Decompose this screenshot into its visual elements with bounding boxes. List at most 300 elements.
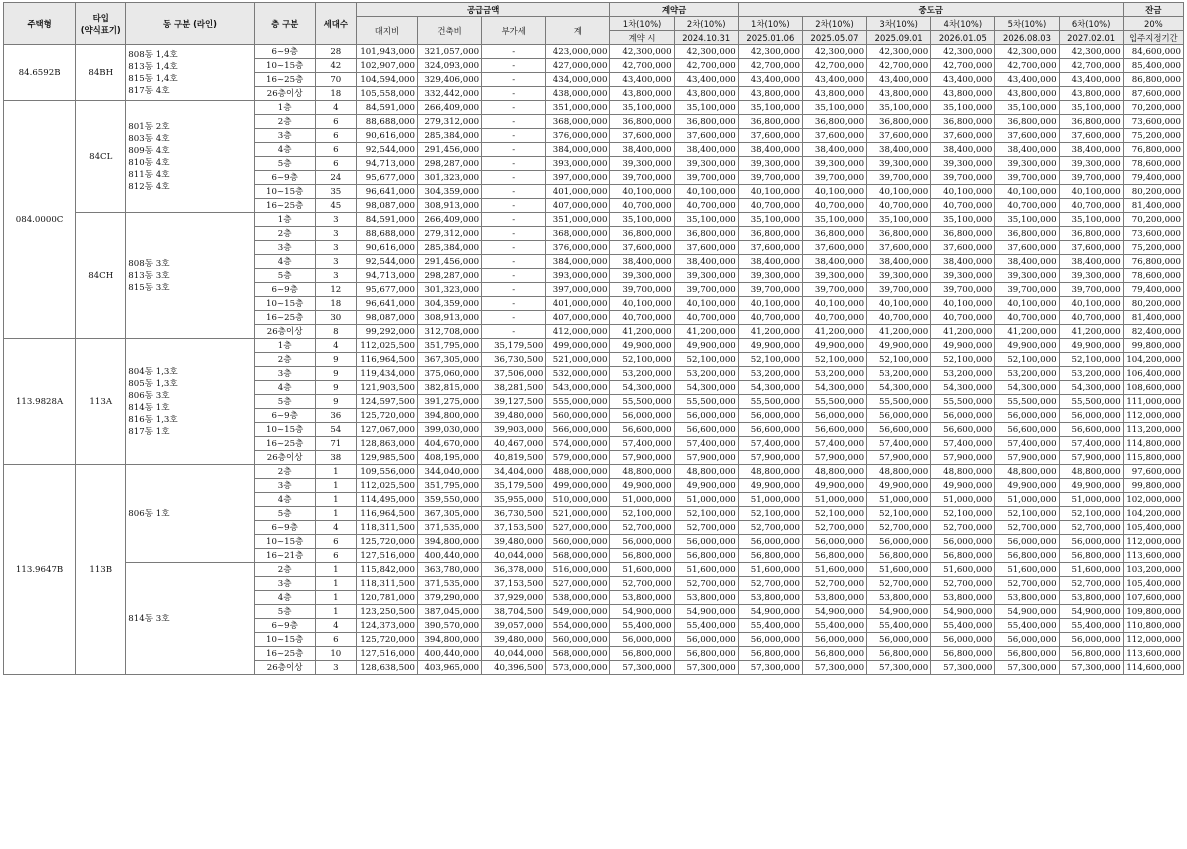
middle6-cell: 39,300,000 [1059, 269, 1123, 283]
middle6-cell: 41,200,000 [1059, 325, 1123, 339]
middle3-cell: 51,000,000 [867, 493, 931, 507]
balance-cell: 73,600,000 [1123, 115, 1183, 129]
balance-cell: 76,800,000 [1123, 255, 1183, 269]
vat-cell: 34,404,000 [482, 465, 546, 479]
total-cell: 568,000,000 [546, 549, 610, 563]
deposit1-cell: 56,000,000 [610, 535, 674, 549]
deposit1-cell: 56,800,000 [610, 549, 674, 563]
middle5-cell: 53,200,000 [995, 367, 1059, 381]
balance-cell: 99,800,000 [1123, 479, 1183, 493]
header-mid4: 4차(10%) [931, 17, 995, 31]
middle1-cell: 40,100,000 [738, 297, 802, 311]
total-cell: 521,000,000 [546, 353, 610, 367]
balance-cell: 70,200,000 [1123, 101, 1183, 115]
deposit1-cell: 52,700,000 [610, 521, 674, 535]
units-cell: 35 [315, 185, 356, 199]
floor-cell: 3층 [254, 367, 315, 381]
floor-cell: 10~15층 [254, 59, 315, 73]
middle6-cell: 56,800,000 [1059, 549, 1123, 563]
total-cell: 579,000,000 [546, 451, 610, 465]
total-cell: 521,000,000 [546, 507, 610, 521]
table-row [4, 213, 1184, 227]
middle5-cell: 55,400,000 [995, 619, 1059, 633]
middle5-cell: 52,700,000 [995, 577, 1059, 591]
middle4-cell: 39,300,000 [931, 157, 995, 171]
total-cell: 554,000,000 [546, 619, 610, 633]
floor-cell: 10~15층 [254, 633, 315, 647]
units-cell: 6 [315, 115, 356, 129]
units-cell: 1 [315, 465, 356, 479]
middle3-cell: 48,800,000 [867, 465, 931, 479]
deposit2-cell: 56,000,000 [674, 535, 738, 549]
header-mid2-date: 2025.05.07 [802, 31, 866, 45]
middle3-cell: 54,300,000 [867, 381, 931, 395]
middle2-cell: 56,600,000 [802, 423, 866, 437]
middle3-cell: 43,800,000 [867, 87, 931, 101]
total-cell: 384,000,000 [546, 143, 610, 157]
building-cell: 321,057,000 [417, 45, 481, 59]
middle1-cell: 36,800,000 [738, 227, 802, 241]
middle1-cell: 57,400,000 [738, 437, 802, 451]
deposit1-cell: 56,600,000 [610, 423, 674, 437]
land-cell: 102,907,000 [356, 59, 417, 73]
housing-type-cell: 084.0000C [4, 101, 76, 339]
middle1-cell: 39,700,000 [738, 171, 802, 185]
middle6-cell: 51,000,000 [1059, 493, 1123, 507]
total-cell: 393,000,000 [546, 157, 610, 171]
vat-cell: - [482, 101, 546, 115]
middle2-cell: 37,600,000 [802, 241, 866, 255]
middle3-cell: 52,700,000 [867, 521, 931, 535]
middle1-cell: 38,400,000 [738, 143, 802, 157]
land-cell: 99,292,000 [356, 325, 417, 339]
middle2-cell: 39,700,000 [802, 171, 866, 185]
dong-line: 806동 3호 [128, 390, 170, 401]
middle5-cell: 56,000,000 [995, 633, 1059, 647]
balance-cell: 81,400,000 [1123, 199, 1183, 213]
middle4-cell: 52,100,000 [931, 353, 995, 367]
dong-line: 816동 1,3호 [128, 414, 178, 425]
dong-line: 805동 1,3호 [128, 378, 178, 389]
dong-line: 815동 3호 [128, 282, 170, 293]
middle4-cell: 53,800,000 [931, 591, 995, 605]
deposit1-cell: 52,700,000 [610, 577, 674, 591]
floor-cell: 10~15층 [254, 423, 315, 437]
middle1-cell: 52,100,000 [738, 353, 802, 367]
dong-line: 806동 1호 [128, 508, 170, 519]
middle3-cell: 57,400,000 [867, 437, 931, 451]
middle5-cell: 55,500,000 [995, 395, 1059, 409]
deposit1-cell: 36,800,000 [610, 227, 674, 241]
header-mid3-date: 2025.09.01 [867, 31, 931, 45]
total-cell: 351,000,000 [546, 213, 610, 227]
deposit1-cell: 51,600,000 [610, 563, 674, 577]
building-cell: 304,359,000 [417, 297, 481, 311]
middle3-cell: 49,900,000 [867, 479, 931, 493]
middle4-cell: 39,700,000 [931, 171, 995, 185]
land-cell: 128,863,000 [356, 437, 417, 451]
middle1-cell: 56,600,000 [738, 423, 802, 437]
header-dong: 동 구분 (라인) [126, 3, 254, 45]
middle6-cell: 52,100,000 [1059, 353, 1123, 367]
middle5-cell: 38,400,000 [995, 143, 1059, 157]
middle6-cell: 56,000,000 [1059, 633, 1123, 647]
deposit2-cell: 55,400,000 [674, 619, 738, 633]
units-cell: 3 [315, 255, 356, 269]
balance-cell: 76,800,000 [1123, 143, 1183, 157]
vat-cell: - [482, 185, 546, 199]
land-cell: 84,591,000 [356, 213, 417, 227]
middle5-cell: 38,400,000 [995, 255, 1059, 269]
floor-cell: 4층 [254, 493, 315, 507]
middle5-cell: 37,600,000 [995, 129, 1059, 143]
middle1-cell: 40,700,000 [738, 311, 802, 325]
balance-cell: 70,200,000 [1123, 213, 1183, 227]
floor-cell: 10~15층 [254, 185, 315, 199]
middle5-cell: 39,300,000 [995, 157, 1059, 171]
building-cell: 379,290,000 [417, 591, 481, 605]
units-cell: 4 [315, 101, 356, 115]
total-cell: 427,000,000 [546, 59, 610, 73]
floor-cell: 5층 [254, 605, 315, 619]
vat-cell: 39,057,000 [482, 619, 546, 633]
vat-cell: 39,127,500 [482, 395, 546, 409]
deposit1-cell: 39,700,000 [610, 283, 674, 297]
land-cell: 92,544,000 [356, 143, 417, 157]
middle3-cell: 49,900,000 [867, 339, 931, 353]
middle1-cell: 56,000,000 [738, 409, 802, 423]
deposit2-cell: 43,800,000 [674, 87, 738, 101]
building-cell: 387,045,000 [417, 605, 481, 619]
header-balance: 잔금 [1123, 3, 1183, 17]
middle1-cell: 52,100,000 [738, 507, 802, 521]
middle2-cell: 52,700,000 [802, 577, 866, 591]
floor-cell: 3층 [254, 129, 315, 143]
middle3-cell: 57,900,000 [867, 451, 931, 465]
balance-cell: 106,400,000 [1123, 367, 1183, 381]
total-cell: 384,000,000 [546, 255, 610, 269]
middle4-cell: 40,700,000 [931, 199, 995, 213]
units-cell: 4 [315, 521, 356, 535]
middle2-cell: 35,100,000 [802, 101, 866, 115]
middle6-cell: 57,300,000 [1059, 661, 1123, 675]
vat-cell: - [482, 269, 546, 283]
deposit2-cell: 51,600,000 [674, 563, 738, 577]
middle3-cell: 51,600,000 [867, 563, 931, 577]
middle5-cell: 36,800,000 [995, 115, 1059, 129]
dong-cell [126, 465, 254, 563]
vat-cell: 39,480,000 [482, 409, 546, 423]
header-dep1: 1차(10%) [610, 17, 674, 31]
land-cell: 105,558,000 [356, 87, 417, 101]
floor-cell: 5층 [254, 507, 315, 521]
middle2-cell: 49,900,000 [802, 339, 866, 353]
middle5-cell: 49,900,000 [995, 339, 1059, 353]
middle1-cell: 39,300,000 [738, 269, 802, 283]
dong-line: 814동 1호 [128, 402, 170, 413]
land-cell: 118,311,500 [356, 577, 417, 591]
middle4-cell: 41,200,000 [931, 325, 995, 339]
balance-cell: 104,200,000 [1123, 507, 1183, 521]
middle4-cell: 40,100,000 [931, 297, 995, 311]
land-cell: 101,943,000 [356, 45, 417, 59]
building-cell: 344,040,000 [417, 465, 481, 479]
units-cell: 1 [315, 479, 356, 493]
total-cell: 527,000,000 [546, 577, 610, 591]
middle2-cell: 39,700,000 [802, 283, 866, 297]
dong-line: 813동 3호 [128, 270, 170, 281]
deposit2-cell: 40,100,000 [674, 185, 738, 199]
deposit2-cell: 56,000,000 [674, 409, 738, 423]
deposit2-cell: 41,200,000 [674, 325, 738, 339]
type-cell: 113A [76, 339, 126, 465]
balance-cell: 113,200,000 [1123, 423, 1183, 437]
deposit1-cell: 41,200,000 [610, 325, 674, 339]
middle4-cell: 56,600,000 [931, 423, 995, 437]
floor-cell: 16~25층 [254, 199, 315, 213]
deposit2-cell: 56,000,000 [674, 633, 738, 647]
deposit1-cell: 56,800,000 [610, 647, 674, 661]
building-cell: 375,060,000 [417, 367, 481, 381]
dong-line: 815동 1,4호 [128, 73, 178, 84]
total-cell: 397,000,000 [546, 171, 610, 185]
middle4-cell: 49,900,000 [931, 479, 995, 493]
total-cell: 573,000,000 [546, 661, 610, 675]
middle1-cell: 37,600,000 [738, 129, 802, 143]
balance-cell: 78,600,000 [1123, 157, 1183, 171]
header-dep2-when: 2024.10.31 [674, 31, 738, 45]
middle6-cell: 48,800,000 [1059, 465, 1123, 479]
total-cell: 376,000,000 [546, 129, 610, 143]
deposit2-cell: 55,500,000 [674, 395, 738, 409]
deposit2-cell: 56,800,000 [674, 647, 738, 661]
floor-cell: 2층 [254, 563, 315, 577]
units-cell: 6 [315, 633, 356, 647]
type-cell: 84CH [76, 213, 126, 339]
middle3-cell: 55,400,000 [867, 619, 931, 633]
building-cell: 382,815,000 [417, 381, 481, 395]
vat-cell: - [482, 115, 546, 129]
middle1-cell: 40,100,000 [738, 185, 802, 199]
middle4-cell: 39,700,000 [931, 283, 995, 297]
middle4-cell: 43,800,000 [931, 87, 995, 101]
vat-cell: 37,929,000 [482, 591, 546, 605]
land-cell: 125,720,000 [356, 535, 417, 549]
header-building: 건축비 [417, 17, 481, 45]
units-cell: 3 [315, 241, 356, 255]
middle5-cell: 39,700,000 [995, 283, 1059, 297]
middle3-cell: 36,800,000 [867, 227, 931, 241]
middle4-cell: 42,700,000 [931, 59, 995, 73]
header-mid2: 2차(10%) [802, 17, 866, 31]
middle6-cell: 56,000,000 [1059, 409, 1123, 423]
middle2-cell: 37,600,000 [802, 129, 866, 143]
middle6-cell: 55,500,000 [1059, 395, 1123, 409]
deposit1-cell: 35,100,000 [610, 213, 674, 227]
middle4-cell: 48,800,000 [931, 465, 995, 479]
middle5-cell: 56,000,000 [995, 409, 1059, 423]
floor-cell: 6~9층 [254, 521, 315, 535]
floor-cell: 1층 [254, 101, 315, 115]
middle5-cell: 41,200,000 [995, 325, 1059, 339]
middle4-cell: 55,400,000 [931, 619, 995, 633]
middle1-cell: 40,700,000 [738, 199, 802, 213]
land-cell: 118,311,500 [356, 521, 417, 535]
middle2-cell: 53,800,000 [802, 591, 866, 605]
floor-cell: 16~25층 [254, 647, 315, 661]
building-cell: 279,312,000 [417, 115, 481, 129]
total-cell: 566,000,000 [546, 423, 610, 437]
deposit1-cell: 38,400,000 [610, 255, 674, 269]
middle5-cell: 57,900,000 [995, 451, 1059, 465]
middle1-cell: 54,300,000 [738, 381, 802, 395]
middle2-cell: 55,500,000 [802, 395, 866, 409]
floor-cell: 4층 [254, 591, 315, 605]
land-cell: 112,025,500 [356, 339, 417, 353]
dong-line: 812동 4호 [128, 181, 170, 192]
dong-line: 813동 1,4호 [128, 61, 178, 72]
middle4-cell: 38,400,000 [931, 255, 995, 269]
middle5-cell: 56,000,000 [995, 535, 1059, 549]
deposit2-cell: 35,100,000 [674, 101, 738, 115]
middle6-cell: 42,700,000 [1059, 59, 1123, 73]
units-cell: 18 [315, 87, 356, 101]
balance-cell: 97,600,000 [1123, 465, 1183, 479]
middle1-cell: 56,800,000 [738, 647, 802, 661]
middle2-cell: 43,800,000 [802, 87, 866, 101]
total-cell: 527,000,000 [546, 521, 610, 535]
floor-cell: 3층 [254, 577, 315, 591]
land-cell: 123,250,500 [356, 605, 417, 619]
middle3-cell: 42,300,000 [867, 45, 931, 59]
middle4-cell: 35,100,000 [931, 101, 995, 115]
middle1-cell: 49,900,000 [738, 339, 802, 353]
middle4-cell: 39,300,000 [931, 269, 995, 283]
table-body [4, 45, 1184, 675]
middle5-cell: 40,700,000 [995, 311, 1059, 325]
building-cell: 394,800,000 [417, 535, 481, 549]
deposit2-cell: 39,300,000 [674, 269, 738, 283]
total-cell: 401,000,000 [546, 297, 610, 311]
total-cell: 407,000,000 [546, 199, 610, 213]
middle6-cell: 35,100,000 [1059, 213, 1123, 227]
middle5-cell: 54,900,000 [995, 605, 1059, 619]
deposit1-cell: 57,300,000 [610, 661, 674, 675]
deposit2-cell: 35,100,000 [674, 213, 738, 227]
building-cell: 363,780,000 [417, 563, 481, 577]
middle6-cell: 37,600,000 [1059, 241, 1123, 255]
land-cell: 127,516,000 [356, 647, 417, 661]
deposit1-cell: 57,400,000 [610, 437, 674, 451]
vat-cell: 38,281,500 [482, 381, 546, 395]
dong-cell [126, 339, 254, 465]
units-cell: 12 [315, 283, 356, 297]
middle1-cell: 53,800,000 [738, 591, 802, 605]
header-mid1-date: 2025.01.06 [738, 31, 802, 45]
middle6-cell: 57,400,000 [1059, 437, 1123, 451]
middle5-cell: 56,800,000 [995, 549, 1059, 563]
floor-cell: 6~9층 [254, 171, 315, 185]
table-row [4, 101, 1184, 115]
middle6-cell: 56,600,000 [1059, 423, 1123, 437]
deposit1-cell: 55,400,000 [610, 619, 674, 633]
middle6-cell: 38,400,000 [1059, 143, 1123, 157]
middle2-cell: 53,200,000 [802, 367, 866, 381]
building-cell: 291,456,000 [417, 143, 481, 157]
units-cell: 1 [315, 605, 356, 619]
total-cell: 543,000,000 [546, 381, 610, 395]
deposit2-cell: 42,700,000 [674, 59, 738, 73]
floor-cell: 5층 [254, 157, 315, 171]
total-cell: 549,000,000 [546, 605, 610, 619]
middle1-cell: 56,800,000 [738, 549, 802, 563]
deposit2-cell: 54,900,000 [674, 605, 738, 619]
balance-cell: 73,600,000 [1123, 227, 1183, 241]
land-cell: 96,641,000 [356, 185, 417, 199]
header-mid3: 3차(10%) [867, 17, 931, 31]
middle2-cell: 56,000,000 [802, 535, 866, 549]
deposit2-cell: 39,700,000 [674, 171, 738, 185]
building-cell: 285,384,000 [417, 129, 481, 143]
deposit1-cell: 56,000,000 [610, 633, 674, 647]
floor-cell: 10~15층 [254, 297, 315, 311]
middle4-cell: 42,300,000 [931, 45, 995, 59]
land-cell: 90,616,000 [356, 129, 417, 143]
total-cell: 397,000,000 [546, 283, 610, 297]
middle2-cell: 42,700,000 [802, 59, 866, 73]
total-cell: 568,000,000 [546, 647, 610, 661]
deposit1-cell: 40,700,000 [610, 311, 674, 325]
building-cell: 298,287,000 [417, 269, 481, 283]
building-cell: 390,570,000 [417, 619, 481, 633]
total-cell: 407,000,000 [546, 311, 610, 325]
middle1-cell: 39,300,000 [738, 157, 802, 171]
middle3-cell: 52,700,000 [867, 577, 931, 591]
middle2-cell: 39,300,000 [802, 269, 866, 283]
middle5-cell: 40,700,000 [995, 199, 1059, 213]
middle4-cell: 36,800,000 [931, 227, 995, 241]
middle1-cell: 48,800,000 [738, 465, 802, 479]
building-cell: 279,312,000 [417, 227, 481, 241]
middle5-cell: 57,300,000 [995, 661, 1059, 675]
dong-line: 810동 4호 [128, 157, 170, 168]
deposit1-cell: 39,300,000 [610, 157, 674, 171]
middle6-cell: 52,700,000 [1059, 577, 1123, 591]
floor-cell: 6~9층 [254, 45, 315, 59]
deposit2-cell: 43,400,000 [674, 73, 738, 87]
middle3-cell: 43,400,000 [867, 73, 931, 87]
land-cell: 112,025,500 [356, 479, 417, 493]
middle3-cell: 56,600,000 [867, 423, 931, 437]
total-cell: 532,000,000 [546, 367, 610, 381]
middle4-cell: 56,000,000 [931, 409, 995, 423]
deposit1-cell: 35,100,000 [610, 101, 674, 115]
floor-cell: 6~9층 [254, 619, 315, 633]
middle6-cell: 36,800,000 [1059, 227, 1123, 241]
middle5-cell: 37,600,000 [995, 241, 1059, 255]
balance-cell: 81,400,000 [1123, 311, 1183, 325]
units-cell: 24 [315, 171, 356, 185]
balance-cell: 82,400,000 [1123, 325, 1183, 339]
middle3-cell: 40,700,000 [867, 311, 931, 325]
header-bal-pct: 20% [1123, 17, 1183, 31]
building-cell: 291,456,000 [417, 255, 481, 269]
deposit1-cell: 52,100,000 [610, 507, 674, 521]
vat-cell: 37,506,000 [482, 367, 546, 381]
units-cell: 3 [315, 227, 356, 241]
vat-cell: - [482, 45, 546, 59]
middle2-cell: 54,900,000 [802, 605, 866, 619]
